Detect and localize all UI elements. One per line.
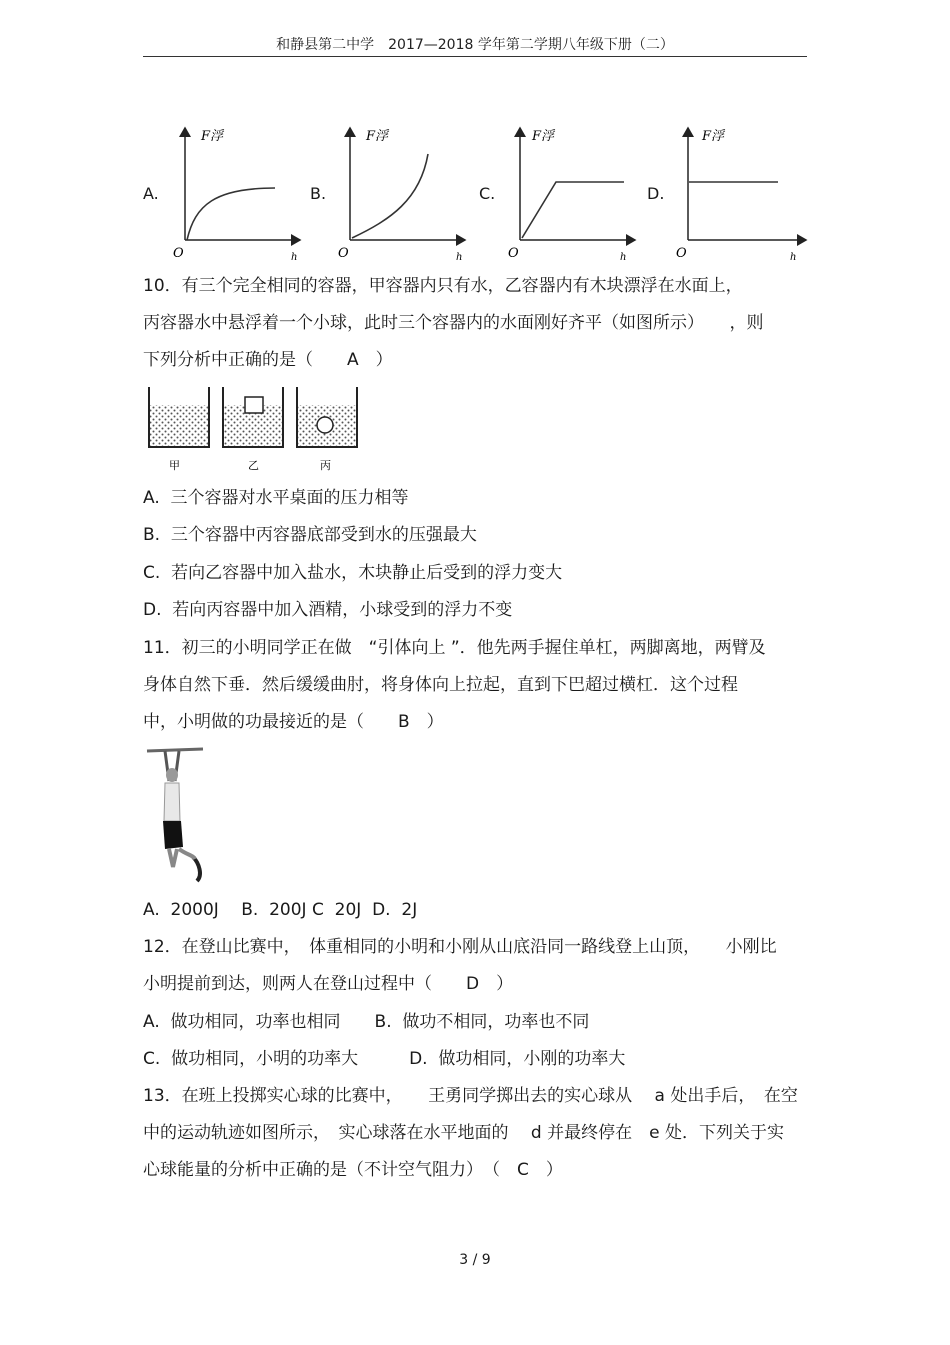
- q13-line-1: 13．在班上投掷实心球的比赛中， 王勇同学掷出去的实心球从 a 处出手后， 在空: [143, 1086, 798, 1106]
- q11-options: A. 2000J B. 200J C 20J D. 2J: [143, 900, 418, 920]
- q9-d-origin: O: [676, 246, 687, 261]
- q10-option-c: C. 若向乙容器中加入盐水，木块静止后受到的浮力变大: [143, 563, 563, 583]
- q11-line-3: 中，小明做的功最接近的是（ B ）: [143, 712, 444, 732]
- container-bing: [297, 387, 357, 447]
- wood-block: [245, 397, 263, 413]
- q11-line-1: 11．初三的小明同学正在做 “引体向上 ”．他先两手握住单杠，两脚离地，两臂及: [143, 638, 766, 658]
- q13-line-3: 心球能量的分析中正确的是（不计空气阻力） （ C ）: [143, 1160, 563, 1180]
- pull-up-figure: [143, 745, 218, 885]
- q9-option-a-label: A.: [143, 184, 159, 203]
- page-header: 和静县第二中学 2017—2018 学年第二学期八年级下册（二）: [276, 37, 674, 53]
- q12-line-1: 12．在登山比赛中， 体重相同的小明和小刚从山底沿同一路线登上山顶， 小刚比: [143, 937, 777, 957]
- q9-c-origin: O: [508, 246, 519, 261]
- q10-option-b: B. 三个容器中丙容器底部受到水的压强最大: [143, 525, 477, 545]
- q9-graph-b: [330, 120, 470, 262]
- q9-b-origin: O: [338, 246, 349, 261]
- q9-graph-a: [165, 120, 305, 262]
- q9-a-ylabel: F浮: [201, 129, 224, 144]
- container-yi: [223, 387, 283, 447]
- q9-c-ylabel: F浮: [532, 129, 555, 144]
- q9-b-ylabel: F浮: [366, 129, 389, 144]
- q9-graph-d: [668, 120, 810, 262]
- q10-line-1: 10．有三个完全相同的容器，甲容器内只有水，乙容器内有木块漂浮在水面上，: [143, 276, 743, 296]
- q9-b-xlabel: h: [456, 252, 463, 262]
- header-rule: [143, 56, 807, 57]
- q10-option-d: D. 若向丙容器中加入酒精，小球受到的浮力不变: [143, 600, 513, 620]
- q9-option-c-label: C.: [479, 184, 496, 203]
- q10-containers-figure: [143, 385, 365, 477]
- q9-d-ylabel: F浮: [702, 129, 725, 144]
- q13-line-2: 中的运动轨迹如图所示， 实心球落在水平地面的 d 并最终停在 e 处．下列关于实: [143, 1123, 784, 1143]
- q9-c-xlabel: h: [620, 252, 627, 262]
- container-label-yi: 乙: [248, 459, 259, 472]
- q10-line-3: 下列分析中正确的是（ A ）: [143, 350, 393, 370]
- q12-options-ab: A. 做功相同，功率也相同 B. 做功不相同，功率也不同: [143, 1012, 590, 1032]
- q9-option-d-label: D.: [647, 184, 665, 203]
- q10-option-a: A. 三个容器对水平桌面的压力相等: [143, 488, 409, 508]
- q9-graph-c: [500, 120, 640, 262]
- page-number: 3 / 9: [459, 1252, 491, 1268]
- q9-option-b-label: B.: [310, 184, 327, 203]
- q9-d-xlabel: h: [790, 252, 797, 262]
- q10-line-2: 丙容器水中悬浮着一个小球，此时三个容器内的水面刚好齐平（如图所示） ，则: [143, 313, 764, 333]
- q11-line-2: 身体自然下垂．然后缓缓曲肘，将身体向上拉起，直到下巴超过横杠．这个过程: [143, 675, 738, 695]
- q9-a-xlabel: h: [291, 252, 298, 262]
- q12-options-cd: C. 做功相同，小明的功率大 D. 做功相同，小刚的功率大: [143, 1049, 626, 1069]
- container-label-bing: 丙: [320, 459, 331, 472]
- container-label-jia: 甲: [169, 459, 180, 472]
- container-jia: [149, 387, 209, 447]
- small-ball: [317, 417, 333, 433]
- q12-line-2: 小明提前到达，则两人在登山过程中（ D ）: [143, 974, 514, 994]
- q9-a-origin: O: [173, 246, 184, 261]
